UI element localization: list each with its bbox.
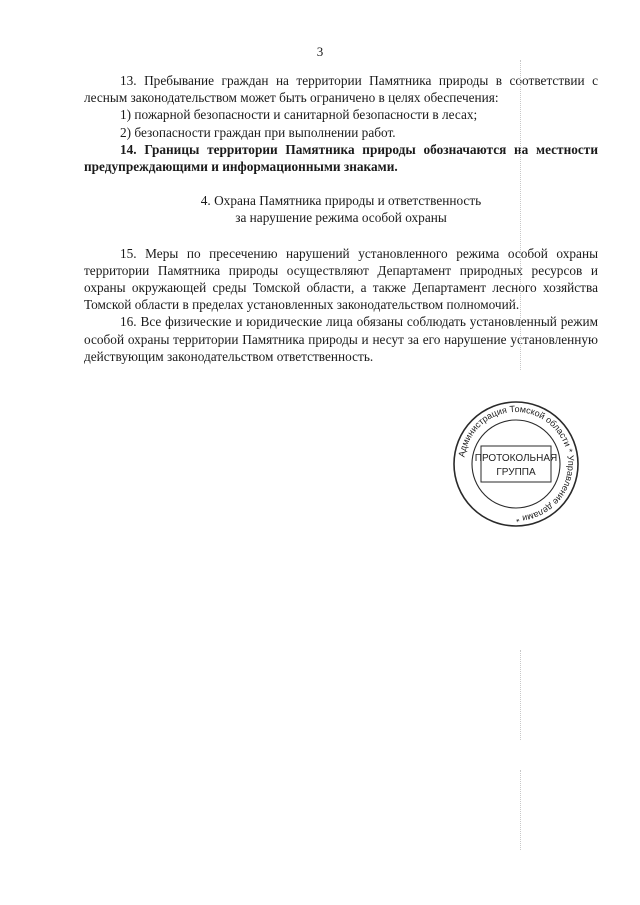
paragraph-15: 15. Меры по пресечению нарушений установленного режима особой охраны территории Памятника природы осуществляют Департамент природных ресурсов и охраны окружающей среды Томской области, а также Департамент лесного хозяйства Томской области в пределах установленных законодательством полномочий.: [84, 245, 598, 313]
scan-artifact-line: [520, 60, 521, 370]
paragraph-16: 16. Все физические и юридические лица обязаны соблюдать установленный режим особой охраны территории Памятника природы и несут за его нарушение установленную действующим законодательством ответственность.: [84, 314, 598, 364]
list-item-citizen-safety: 2) безопасности граждан при выполнении работ.: [120, 124, 396, 140]
section-heading-line1: 4. Охрана Памятника природы и ответственность: [200, 193, 482, 209]
official-stamp: [451, 399, 581, 529]
stamp-center-line2: ГРУППА: [496, 467, 536, 478]
stamp-center-line1: ПРОТОКОЛЬНАЯ: [474, 453, 558, 464]
paragraph-13: 13. Пребывание граждан на территории Памятника природы в соответствии с лесным законодательством может быть ограничено в целях обеспечения:: [84, 73, 598, 106]
stamp-outer-text: Администрация Томской области * Управление делами *: [456, 403, 577, 525]
page-number: 3: [316, 44, 324, 59]
scan-artifact-line: [520, 770, 521, 850]
scan-artifact-line: [520, 650, 521, 740]
list-item-fire-safety: 1) пожарной безопасности и санитарной безопасности в лесах;: [120, 107, 478, 123]
section-heading-line2: за нарушение режима особой охраны: [235, 210, 447, 226]
paragraph-14: 14. Границы территории Памятника природы обозначаются на местности предупреждающими и информационными знаками.: [84, 141, 598, 175]
